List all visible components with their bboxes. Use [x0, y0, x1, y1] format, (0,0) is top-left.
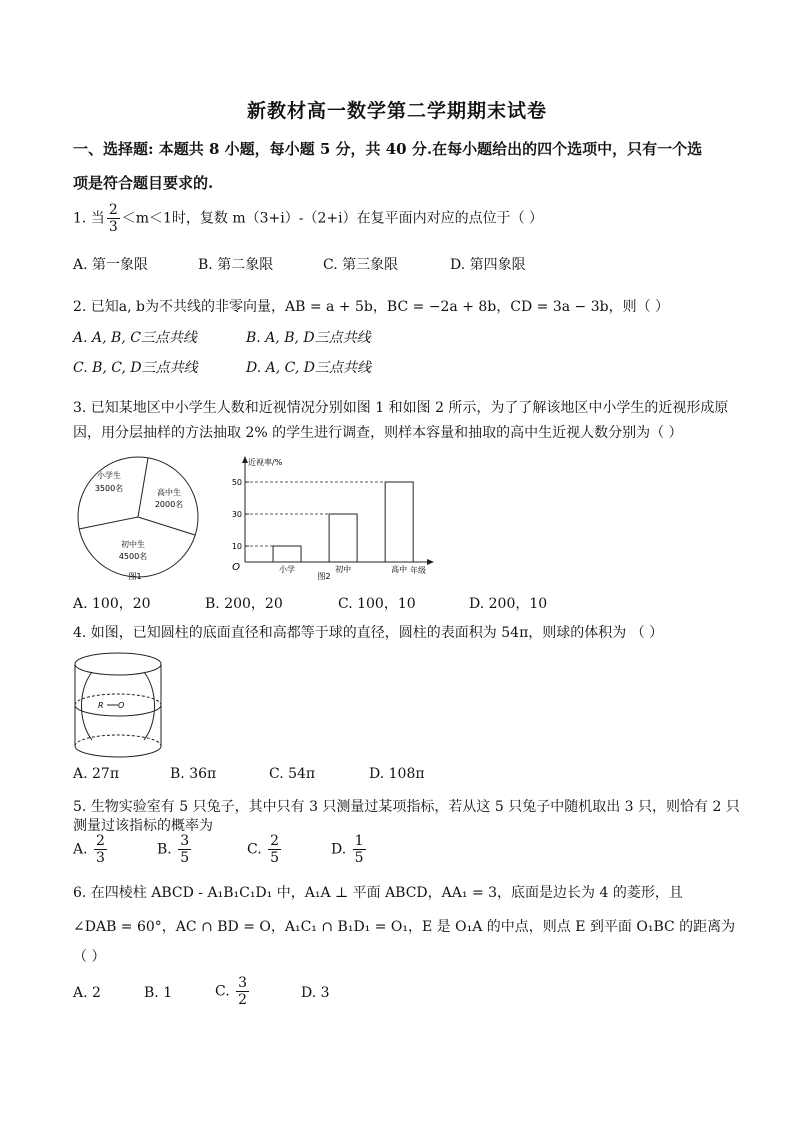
cylinder-top-ellipse — [75, 653, 161, 675]
x-axis-label: 年级 — [410, 566, 426, 575]
pie-divider-3 — [138, 517, 195, 535]
q3-option-d[interactable]: D. 200，10 — [469, 596, 548, 612]
q5-option-b[interactable] — [157, 833, 193, 866]
q6-option-c-num: 3 — [238, 975, 248, 991]
q3-option-a[interactable]: A. 100，20 — [73, 596, 151, 612]
q5-option-b-num: 3 — [180, 833, 190, 849]
q6-option-b[interactable]: B. 1 — [144, 985, 173, 1001]
q3-stem-line2: 因，用分层抽样的方法抽取 2% 的学生进行调查，则样本容量和抽取的高中生近视人数分别为（ ） — [73, 425, 683, 441]
center-label: O — [118, 701, 125, 710]
q5-option-b-label: B. — [157, 841, 172, 858]
sphere-outline-right — [144, 672, 155, 740]
y-tick-label-2: 50 — [231, 478, 242, 487]
q6-stem-line2: ∠DAB = 60°，AC ∩ BD = O，A₁C₁ ∩ B₁D₁ = O₁，E 是 O₁A 的中点，则点 E 到平面 O₁BC 的距离为 — [73, 919, 736, 935]
q5-option-c[interactable] — [247, 833, 283, 866]
q5-option-a-num: 2 — [96, 833, 105, 849]
cylinder-sphere-figure — [72, 650, 164, 760]
q5-option-c-label: C. — [247, 841, 262, 858]
q6-option-d[interactable]: D. 3 — [301, 985, 330, 1001]
bar-1 — [329, 514, 357, 562]
q2-stem: 2. 已知a, b为不共线的非零向量，AB = a + 5b，BC = −2a + 8b，CD = 3a − 3b，则（ ） — [73, 299, 670, 315]
pie-value-middle: 4500名 — [118, 552, 148, 561]
q5-option-c-num: 2 — [270, 833, 280, 849]
q2-option-c[interactable]: C. B, C, D三点共线 — [73, 360, 198, 376]
q2-option-a[interactable]: A. A, B, C三点共线 — [73, 330, 197, 346]
y-tick-label-1: 30 — [231, 510, 242, 519]
q1-frac-num: 2 — [108, 202, 118, 218]
section-heading-line2: 项是符合题目要求的. — [73, 174, 214, 192]
q1-stem — [73, 202, 543, 235]
cylinder-bottom-hidden-arc — [75, 735, 161, 746]
y-tick-label-0: 10 — [231, 542, 242, 551]
q6-option-c-label: C. — [215, 983, 230, 1000]
pie-value-high: 2000名 — [154, 500, 184, 509]
q2-option-b[interactable]: B. A, B, D三点共线 — [246, 330, 371, 346]
bar-2 — [385, 482, 413, 562]
pie-label-high: 高中生 — [157, 488, 181, 497]
q1-option-c[interactable]: C. 第三象限 — [323, 257, 399, 273]
sphere-outline-left — [82, 672, 93, 740]
q5-option-a-label: A. — [73, 841, 88, 858]
q6-option-a[interactable]: A. 2 — [73, 985, 101, 1001]
x-axis-arrow — [427, 559, 434, 565]
q4-option-a[interactable]: A. 27π — [73, 766, 120, 782]
q4-stem: 4. 如图，已知圆柱的底面直径和高都等于球的直径，圆柱的表面积为 54π，则球的体积为 （ ） — [73, 625, 664, 641]
x-tick-label-0: 小学 — [279, 565, 296, 574]
q1-option-b[interactable]: B. 第二象限 — [198, 257, 274, 273]
pie-figure — [73, 455, 203, 585]
bar-chart — [225, 452, 445, 582]
q5-option-c-den: 5 — [270, 850, 280, 866]
q6-option-c-den: 2 — [238, 992, 248, 1008]
q5-stem-line2: 测量过该指标的概率为 — [73, 818, 213, 834]
q5-option-d-num: 1 — [354, 833, 364, 849]
q3-option-c[interactable]: C. 100，10 — [338, 596, 416, 612]
section-heading-line1: 一、选择题: 本题共 8 小题，每小题 5 分，共 40 分.在每小题给出的四个选项中，只有一个选 — [73, 140, 703, 158]
q1-pre: 1. 当 — [73, 210, 105, 227]
q5-option-b-den: 5 — [180, 850, 190, 866]
q6-option-c[interactable] — [215, 975, 251, 1008]
q3-stem-line1: 3. 已知某地区中小学生人数和近视情况分别如图 1 和如图 2 所示，为了了解该地区中小学生的近视形成原 — [73, 400, 729, 416]
y-axis-label: 近视率/% — [248, 458, 283, 467]
q6-stem-line1: 6. 在四棱柱 ABCD - A₁B₁C₁D₁ 中，A₁A ⊥ 平面 ABCD，AA₁ = 3，底面是边长为 4 的菱形，且 — [73, 885, 683, 901]
q6-stem-line3: （ ） — [73, 949, 106, 965]
origin-label: O — [232, 562, 240, 573]
x-tick-label-1: 初中 — [335, 565, 352, 574]
bar-0 — [273, 546, 301, 562]
q5-option-d-den: 5 — [354, 850, 364, 866]
cylinder-bottom-arc — [75, 746, 161, 757]
pie-label-primary: 小学生 — [97, 471, 121, 480]
q4-option-d[interactable]: D. 108π — [369, 766, 425, 782]
pie-label-middle: 初中生 — [121, 540, 145, 549]
q2-option-d[interactable]: D. A, C, D三点共线 — [246, 360, 371, 376]
q1-option-d[interactable]: D. 第四象限 — [450, 257, 526, 273]
q5-option-d-label: D. — [331, 841, 347, 858]
q1-fraction — [107, 202, 120, 235]
q5-option-a-den: 3 — [96, 850, 105, 866]
pie-divider-2 — [79, 517, 138, 529]
q1-frac-den: 3 — [108, 219, 118, 235]
q5-stem-line1: 5. 生物实验室有 5 只兔子，其中只有 3 只测量过某项指标，若从这 5 只兔子中随机取出 3 只，则恰有 2 只 — [73, 799, 740, 815]
q1-mid: ＜m＜1时，复数 m（3+i）-（2+i）在复平面内对应的点位于（ ） — [121, 210, 544, 227]
q1-option-a[interactable]: A. 第一象限 — [73, 257, 149, 273]
x-tick-label-2: 高中 — [391, 565, 408, 574]
pie-divider-1 — [138, 458, 148, 517]
pie-value-primary: 3500名 — [94, 484, 124, 493]
page-title: 新教材高一数学第二学期期末试卷 — [246, 100, 547, 122]
q4-option-c[interactable]: C. 54π — [269, 766, 316, 782]
q5-option-a[interactable] — [73, 833, 109, 866]
q4-option-b[interactable]: B. 36π — [170, 766, 217, 782]
pie-caption: 图1 — [128, 572, 142, 581]
radius-label: R — [98, 701, 104, 710]
q3-option-b[interactable]: B. 200，20 — [205, 596, 283, 612]
q5-option-d[interactable] — [331, 833, 368, 866]
bar-chart-caption: 图2 — [317, 572, 331, 581]
